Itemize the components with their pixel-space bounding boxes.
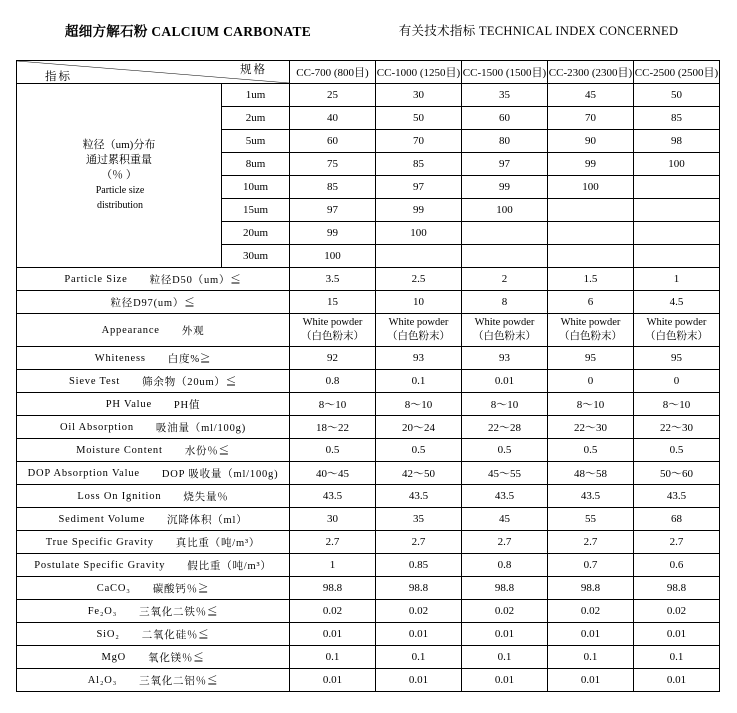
- data-cell: 2.7: [634, 531, 720, 554]
- particle-size-value: [462, 222, 548, 245]
- particle-size-value: 99: [548, 153, 634, 176]
- particle-size-row-label: 5um: [222, 130, 290, 153]
- particle-size-row-label: 8um: [222, 153, 290, 176]
- table-row: [17, 646, 720, 669]
- row-label-en: Al₂O₃: [87, 674, 118, 686]
- data-cell: 68: [634, 508, 720, 531]
- data-cell: 0.1: [548, 646, 634, 669]
- table-body: [17, 61, 720, 692]
- data-cell: 15: [290, 291, 376, 314]
- row-label-en: Appearance: [101, 324, 160, 336]
- cell-value-line2: （白色粉末）: [473, 331, 536, 342]
- particle-size-value: 100: [462, 199, 548, 222]
- row-label-cn: 氧化镁％≦: [148, 652, 205, 664]
- row-label-cell: [17, 531, 290, 554]
- data-cell: 45～55: [462, 462, 548, 485]
- cell-value-line2: （白色粉末）: [387, 331, 450, 342]
- data-cell: 0.1: [290, 646, 376, 669]
- row-label-cell: [17, 462, 290, 485]
- data-cell: 98.8: [548, 577, 634, 600]
- row-label-cn: 外观: [181, 325, 205, 337]
- data-cell: 0.5: [634, 439, 720, 462]
- row-label-en: CaCO₃: [96, 582, 131, 594]
- row-label-cell: [17, 370, 290, 393]
- particle-size-value: [548, 199, 634, 222]
- table-row: [17, 531, 720, 554]
- table-row: [17, 291, 720, 314]
- data-cell: 98.8: [290, 577, 376, 600]
- particle-size-value: 70: [376, 130, 462, 153]
- data-cell: 0.1: [462, 646, 548, 669]
- data-cell: 0.5: [462, 439, 548, 462]
- particle-size-row-label: 1um: [222, 84, 290, 107]
- particle-size-value: [634, 245, 720, 268]
- table-row: [17, 508, 720, 531]
- row-label-en: Postulate Specific Gravity: [34, 559, 166, 571]
- data-cell: 0: [548, 370, 634, 393]
- particle-size-value: 40: [290, 107, 376, 130]
- row-label-cn: 二氧化硅％≦: [141, 629, 210, 641]
- data-cell: 4.5: [634, 291, 720, 314]
- technical-index-title: 有关技术指标 TECHNICAL INDEX CONCERNED: [398, 24, 679, 38]
- data-cell: 1: [290, 554, 376, 577]
- row-label-cn: 烧失量％: [183, 491, 229, 503]
- particle-size-value: 90: [548, 130, 634, 153]
- row-label-en: MgO: [101, 651, 127, 663]
- particle-size-value: 60: [462, 107, 548, 130]
- corner-spec-label: 规格: [240, 64, 267, 76]
- technical-index-table: [16, 60, 720, 692]
- data-cell: 50～60: [634, 462, 720, 485]
- row-label-cn: 粒径D97(um）≦: [110, 297, 196, 309]
- data-cell: 0.7: [548, 554, 634, 577]
- data-cell: 2: [462, 268, 548, 291]
- data-cell: 0.01: [634, 669, 720, 692]
- row-label-cell: [17, 439, 290, 462]
- document-header: [0, 0, 737, 60]
- particle-size-row-label: 2um: [222, 107, 290, 130]
- particle-size-value: 25: [290, 84, 376, 107]
- data-cell: 0.02: [548, 600, 634, 623]
- table-row: [17, 347, 720, 370]
- row-label-cn: 沉降体积（ml）: [167, 514, 248, 526]
- data-cell: 0.01: [462, 623, 548, 646]
- table-row: [17, 314, 720, 347]
- table-row: [17, 669, 720, 692]
- particle-size-value: 99: [462, 176, 548, 199]
- row-label-cell: [17, 508, 290, 531]
- cell-value-line2: （白色粉末）: [301, 331, 364, 342]
- data-cell: 2.7: [548, 531, 634, 554]
- cell-value-line2: （白色粉末）: [645, 331, 708, 342]
- data-cell: 93: [376, 347, 462, 370]
- particle-size-value: [548, 222, 634, 245]
- data-cell: 0.02: [462, 600, 548, 623]
- data-cell: 0.1: [634, 646, 720, 669]
- row-label-cell: [17, 623, 290, 646]
- data-cell: 98.8: [462, 577, 548, 600]
- data-cell: 43.5: [462, 485, 548, 508]
- cell-value-line1: White powder: [646, 317, 707, 328]
- particle-size-value: 60: [290, 130, 376, 153]
- data-cell: 0.1: [376, 370, 462, 393]
- particle-size-value: 45: [548, 84, 634, 107]
- table-row: [17, 577, 720, 600]
- particle-size-value: 100: [548, 176, 634, 199]
- table-row: [17, 462, 720, 485]
- data-cell: [462, 314, 548, 347]
- column-header-2: CC-1000 (1250目): [376, 61, 462, 84]
- data-cell: 2.7: [462, 531, 548, 554]
- data-cell: 45: [462, 508, 548, 531]
- row-label-cn: 吸油量（ml/100g): [155, 422, 247, 434]
- particle-size-row-label: 15um: [222, 199, 290, 222]
- data-cell: 10: [376, 291, 462, 314]
- table-row: [17, 600, 720, 623]
- data-cell: 42～50: [376, 462, 462, 485]
- cell-value-line1: White powder: [474, 317, 535, 328]
- particle-size-value: 99: [376, 199, 462, 222]
- data-cell: 95: [634, 347, 720, 370]
- particle-size-row-label: 10um: [222, 176, 290, 199]
- data-cell: 18～22: [290, 416, 376, 439]
- data-cell: 0.02: [634, 600, 720, 623]
- data-cell: 43.5: [634, 485, 720, 508]
- data-cell: 0.01: [376, 669, 462, 692]
- table-row: [17, 485, 720, 508]
- column-header-1: CC-700 (800目): [290, 61, 376, 84]
- data-cell: 0.5: [548, 439, 634, 462]
- row-label-cn: PH值: [173, 399, 201, 411]
- data-cell: 8～10: [376, 393, 462, 416]
- particle-size-value: 35: [462, 84, 548, 107]
- particle-size-value: [548, 245, 634, 268]
- data-cell: 0.8: [290, 370, 376, 393]
- data-cell: 3.5: [290, 268, 376, 291]
- row-label-cn: 筛余物（20um）≦: [142, 376, 238, 388]
- data-cell: 93: [462, 347, 548, 370]
- data-cell: 2.7: [376, 531, 462, 554]
- data-cell: 0.01: [290, 669, 376, 692]
- particle-size-value: [634, 222, 720, 245]
- particle-size-value: 75: [290, 153, 376, 176]
- table-row: [17, 268, 720, 291]
- row-label-cell: [17, 646, 290, 669]
- particle-size-value: 100: [290, 245, 376, 268]
- row-label-cell: [17, 600, 290, 623]
- data-cell: 2.5: [376, 268, 462, 291]
- data-cell: 0.01: [548, 669, 634, 692]
- particle-size-value: 50: [376, 107, 462, 130]
- row-label-en: Sieve Test: [68, 375, 121, 387]
- data-cell: 40～45: [290, 462, 376, 485]
- cell-value-line1: White powder: [388, 317, 449, 328]
- data-cell: 0.5: [290, 439, 376, 462]
- data-cell: 0.6: [634, 554, 720, 577]
- particle-size-value: 85: [376, 153, 462, 176]
- particle-size-value: [634, 199, 720, 222]
- row-label-cn: 假比重（吨/m³）: [187, 560, 272, 572]
- row-label-cell: [17, 268, 290, 291]
- row-label-cn: 粒径D50（um）≦: [149, 274, 242, 286]
- particle-size-value: 98: [634, 130, 720, 153]
- table-row: [17, 393, 720, 416]
- row-label-cn: 三氧化二铁％≦: [139, 606, 219, 618]
- data-cell: [634, 314, 720, 347]
- header-corner-cell: [17, 61, 290, 84]
- data-cell: 0: [634, 370, 720, 393]
- particle-size-value: 99: [290, 222, 376, 245]
- table-row: [17, 439, 720, 462]
- particle-size-value: 50: [634, 84, 720, 107]
- data-cell: 22～30: [548, 416, 634, 439]
- data-cell: 55: [548, 508, 634, 531]
- data-cell: 0.85: [376, 554, 462, 577]
- data-cell: [290, 314, 376, 347]
- data-cell: 0.01: [462, 370, 548, 393]
- row-label-cn: DOP 吸收量（ml/100g): [161, 468, 279, 480]
- row-label-cn: 三氧化二铝％≦: [139, 675, 219, 687]
- particle-size-row-label: 20um: [222, 222, 290, 245]
- data-cell: 0.1: [376, 646, 462, 669]
- data-cell: 0.02: [290, 600, 376, 623]
- data-cell: 0.01: [376, 623, 462, 646]
- row-label-cell: [17, 554, 290, 577]
- data-cell: 8～10: [634, 393, 720, 416]
- table-row: [17, 623, 720, 646]
- data-cell: 0.02: [376, 600, 462, 623]
- data-cell: 22～30: [634, 416, 720, 439]
- particle-size-value: 80: [462, 130, 548, 153]
- row-label-en: Whiteness: [94, 352, 146, 364]
- row-label-cn: 白度%≧: [167, 353, 212, 365]
- particle-size-value: 97: [376, 176, 462, 199]
- particle-size-value: 85: [290, 176, 376, 199]
- data-cell: [548, 314, 634, 347]
- row-label-cn: 碳酸钙％≧: [152, 583, 210, 595]
- row-label-en: SiO₂: [96, 628, 120, 640]
- data-cell: 0.01: [290, 623, 376, 646]
- row-label-en: Particle Size: [64, 273, 128, 285]
- data-cell: 43.5: [548, 485, 634, 508]
- row-label-cn: 真比重（吨/m³）: [175, 537, 261, 549]
- particle-size-row-label: 30um: [222, 245, 290, 268]
- row-label-en: Fe₂O₃: [87, 605, 118, 617]
- particle-size-value: [634, 176, 720, 199]
- row-label-en: True Specific Gravity: [45, 536, 154, 548]
- row-label-cell: [17, 485, 290, 508]
- cell-value-line2: （白色粉末）: [559, 331, 622, 342]
- table-row: [17, 84, 720, 107]
- data-cell: 30: [290, 508, 376, 531]
- column-header-3: CC-1500 (1500目): [462, 61, 548, 84]
- row-label-cell: [17, 347, 290, 370]
- data-cell: 8～10: [462, 393, 548, 416]
- data-cell: 98.8: [376, 577, 462, 600]
- row-label-cell: [17, 314, 290, 347]
- column-header-4: CC-2300 (2300目): [548, 61, 634, 84]
- particle-size-value: 97: [290, 199, 376, 222]
- particle-size-value: 100: [634, 153, 720, 176]
- data-cell: 0.5: [376, 439, 462, 462]
- row-label-en: DOP Absorption Value: [27, 467, 140, 479]
- row-label-cell: [17, 577, 290, 600]
- data-cell: 8～10: [290, 393, 376, 416]
- data-cell: 8～10: [548, 393, 634, 416]
- table-row: [17, 416, 720, 439]
- cell-value-line1: White powder: [302, 317, 363, 328]
- row-label-cell: [17, 669, 290, 692]
- row-label-en: Loss On Ignition: [77, 490, 162, 502]
- data-cell: 98.8: [634, 577, 720, 600]
- row-label-cell: [17, 291, 290, 314]
- data-cell: 0.8: [462, 554, 548, 577]
- data-cell: 6: [548, 291, 634, 314]
- data-cell: 20～24: [376, 416, 462, 439]
- data-cell: 0.01: [548, 623, 634, 646]
- cell-value-line1: White powder: [560, 317, 621, 328]
- column-header-5: CC-2500 (2500目): [634, 61, 720, 84]
- particle-size-value: 97: [462, 153, 548, 176]
- table-row: [17, 370, 720, 393]
- row-label-en: Oil Absorption: [59, 421, 134, 433]
- row-label-en: Moisture Content: [76, 444, 163, 456]
- data-cell: [376, 314, 462, 347]
- data-cell: 0.01: [462, 669, 548, 692]
- data-cell: 0.01: [634, 623, 720, 646]
- row-label-en: Sediment Volume: [58, 513, 146, 525]
- particle-size-value: 85: [634, 107, 720, 130]
- particle-size-value: 100: [376, 222, 462, 245]
- data-cell: 43.5: [290, 485, 376, 508]
- row-label-cn: 水份％≦: [184, 445, 230, 457]
- product-title: 超细方解石粉 CALCIUM CARBONATE: [64, 24, 312, 39]
- table-row: [17, 554, 720, 577]
- data-cell: 1.5: [548, 268, 634, 291]
- data-cell: 92: [290, 347, 376, 370]
- data-cell: 48～58: [548, 462, 634, 485]
- particle-size-value: [462, 245, 548, 268]
- particle-size-value: 70: [548, 107, 634, 130]
- data-cell: 2.7: [290, 531, 376, 554]
- data-cell: 1: [634, 268, 720, 291]
- row-label-cell: [17, 416, 290, 439]
- particle-size-distribution-label: 粒径（um)分布 通过累积重量 （％ ） Particle size distribution: [17, 84, 222, 268]
- row-label-en: PH Value: [105, 398, 152, 410]
- table-header-row: [17, 61, 720, 84]
- row-label-cell: [17, 393, 290, 416]
- particle-size-value: 30: [376, 84, 462, 107]
- particle-size-value: [376, 245, 462, 268]
- data-cell: 95: [548, 347, 634, 370]
- corner-index-label: 指标: [45, 71, 72, 83]
- data-cell: 22～28: [462, 416, 548, 439]
- data-cell: 35: [376, 508, 462, 531]
- data-cell: 43.5: [376, 485, 462, 508]
- data-cell: 8: [462, 291, 548, 314]
